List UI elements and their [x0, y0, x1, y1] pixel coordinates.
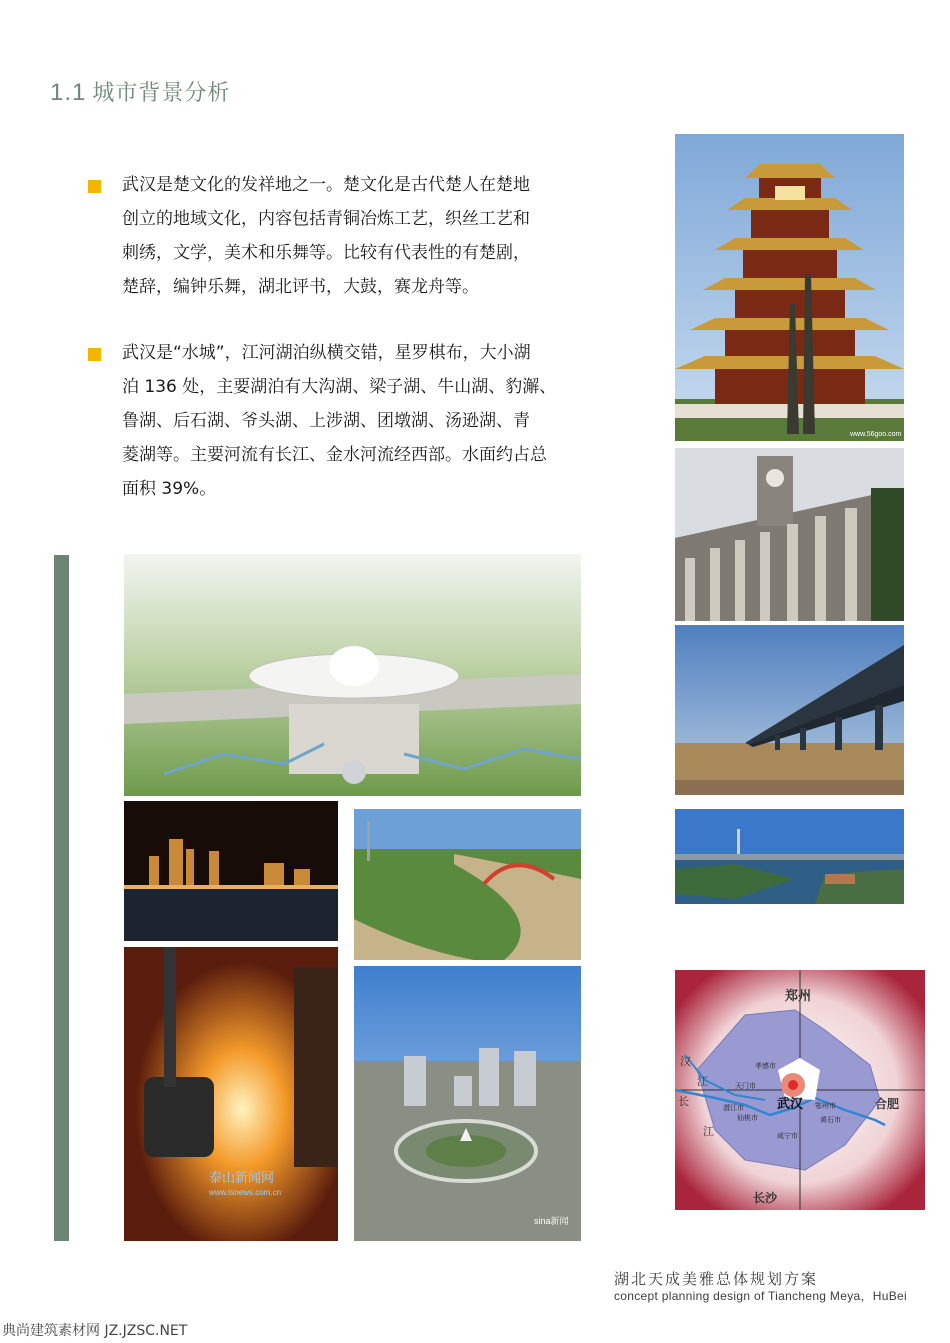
- photo-credit: sina新闻: [534, 1216, 569, 1226]
- photo-riverside-park: [354, 809, 581, 960]
- photo-lake-panorama: [675, 809, 904, 904]
- paragraph-line: 创立的地域文化，内容包括青铜冶炼工艺，织丝工艺和: [122, 209, 530, 229]
- photo-city-roundabout: [354, 966, 581, 1241]
- paragraph-culture: [122, 168, 592, 304]
- map-label-xiaogan: 孝感市: [755, 1062, 776, 1070]
- bullet-marker: [88, 180, 101, 193]
- wuhan-regional-map: [675, 970, 925, 1210]
- paragraph-line: 泊 136 处，主要湖泊有大沟湖、梁子湖、牛山湖、豹澥、: [122, 377, 557, 397]
- map-label-tianmen: 天门市: [735, 1082, 756, 1090]
- photo-yellow-crane-tower: [675, 134, 904, 441]
- paragraph-line: 鲁湖、后石湖、爷头湖、上涉湖、团墩湖、汤逊湖、青: [122, 411, 530, 431]
- photo-night-skyline: [124, 801, 338, 941]
- section-heading: [50, 76, 230, 107]
- section-title: 城市背景分析: [92, 81, 231, 106]
- site-watermark: 典尚建筑素材网 JZ.JZSC.NET: [2, 1323, 188, 1339]
- map-label-chang: 长: [678, 1095, 689, 1108]
- photo-customs-house: [675, 448, 904, 621]
- photo-yangtze-bridge: [675, 625, 904, 795]
- bullet-marker: [88, 348, 101, 361]
- photo-credit-url: www.tsnews.com.cn: [209, 1188, 282, 1197]
- photo-railway-station-render: [124, 554, 581, 796]
- map-label-huangshi: 黄石市: [820, 1116, 841, 1124]
- map-label-han: 汉: [680, 1055, 691, 1068]
- photo-steel-foundry: [124, 947, 338, 1241]
- paragraph-water-city: [122, 336, 592, 506]
- map-label-qianjiang: 潜江市: [723, 1104, 744, 1112]
- paragraph-line: 武汉是楚文化的发祥地之一。楚文化是古代楚人在楚地: [122, 175, 530, 195]
- paragraph-line: 武汉是“水城”，江河湖泊纵横交错，星罗棋布，大小湖: [122, 343, 531, 363]
- map-label-jiang: 江: [697, 1075, 708, 1088]
- map-label-xianning: 咸宁市: [777, 1132, 798, 1140]
- paragraph-line: 刺绣，文学，美术和乐舞等。比较有代表性的有楚剧，: [122, 243, 530, 263]
- footer-project-title: 湖北天成美雅总体规划方案: [614, 1270, 819, 1288]
- map-label-xiantao: 仙桃市: [737, 1114, 758, 1122]
- paragraph-line: 菱湖等。主要河流有长江、金水河流经西部。水面约占总: [122, 445, 547, 465]
- map-label-wuhan: 武汉: [777, 1097, 804, 1112]
- photo-credit: 泰山新闻网: [209, 1171, 275, 1186]
- footer-project-subtitle: concept planning design of Tiancheng Meya，HuBei: [614, 1289, 907, 1303]
- paragraph-line: 楚辞，编钟乐舞，湖北评书，大鼓，赛龙舟等。: [122, 277, 479, 297]
- map-label-ezhou: 鄂州市: [815, 1102, 836, 1110]
- section-number: 1.1: [50, 79, 87, 106]
- map-label-changsha: 长沙: [753, 1191, 778, 1205]
- accent-bar: [54, 555, 69, 1241]
- map-label-hefei: 合肥: [875, 1097, 900, 1111]
- map-label-jiang2: 江: [703, 1125, 714, 1138]
- photo-credit: www.56goo.com: [850, 431, 902, 438]
- map-label-zhengzhou: 郑州: [785, 989, 812, 1004]
- paragraph-line: 面积 39%。: [122, 479, 217, 499]
